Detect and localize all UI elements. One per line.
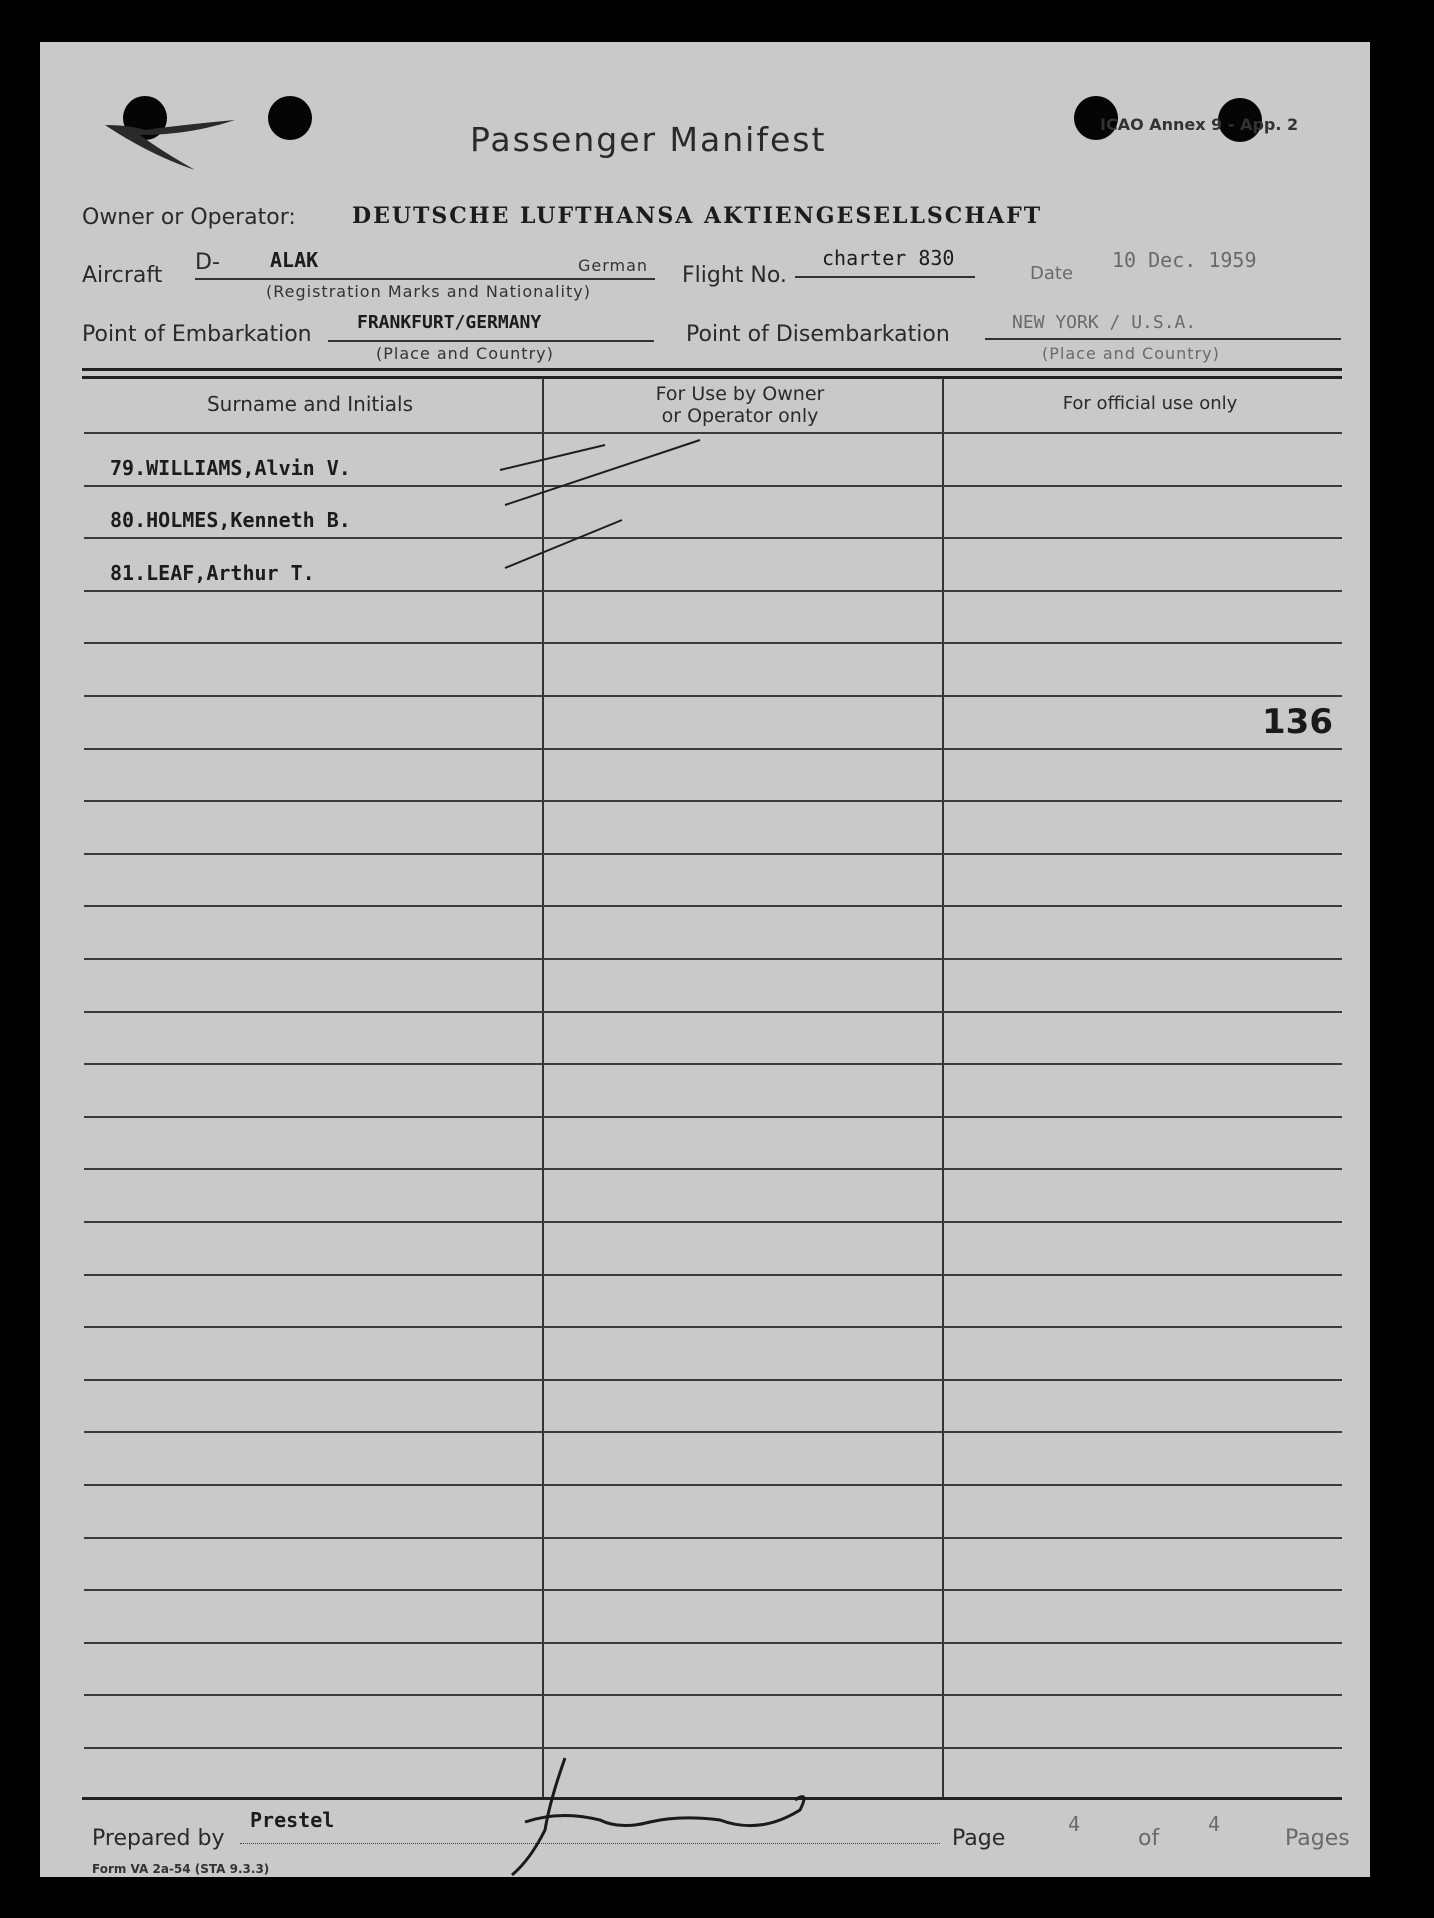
form-reference: ICAO Annex 9 - App. 2 xyxy=(1100,115,1299,134)
column-header-surname: Surname and Initials xyxy=(206,392,414,416)
prepared-by-label: Prepared by xyxy=(92,1826,225,1851)
disembarkation-label: Point of Disembarkation xyxy=(686,322,950,347)
passenger-row: 80.HOLMES,Kenneth B. xyxy=(110,508,351,532)
owner-use-line1: For Use by Owner xyxy=(655,383,825,405)
date-label: Date xyxy=(1030,263,1074,284)
total-pages: 4 xyxy=(1208,1812,1221,1836)
owner-value: DEUTSCHE LUFTHANSA AKTIENGESELLSCHAFT xyxy=(352,203,1043,229)
prepared-by-name: Prestel xyxy=(250,1808,335,1832)
date-value: 10 Dec. 1959 xyxy=(1112,248,1257,272)
embarkation-label: Point of Embarkation xyxy=(82,322,312,347)
owner-label: Owner or Operator: xyxy=(82,205,296,230)
aircraft-nationality: German xyxy=(578,256,649,275)
passenger-row: 79.WILLIAMS,Alvin V. xyxy=(110,456,351,480)
aircraft-label: Aircraft xyxy=(82,263,163,288)
aircraft-prefix: D- xyxy=(195,250,220,275)
aircraft-registration: ALAK xyxy=(270,248,319,272)
disembarkation-sublabel: (Place and Country) xyxy=(1042,344,1220,363)
aircraft-sublabel: (Registration Marks and Nationality) xyxy=(266,282,591,301)
page-label: Page xyxy=(952,1826,1006,1851)
owner-use-line2: or Operator only xyxy=(661,405,819,427)
embarkation-value: FRANKFURT/GERMANY xyxy=(357,312,542,333)
flight-label: Flight No. xyxy=(682,263,787,288)
of-label: of xyxy=(1138,1826,1160,1851)
embarkation-sublabel: (Place and Country) xyxy=(376,344,554,363)
pages-label: Pages xyxy=(1285,1826,1350,1851)
stamp-number: 136 xyxy=(1262,702,1333,742)
page-number: 4 xyxy=(1068,1812,1081,1836)
column-header-official: For official use only xyxy=(1062,393,1238,414)
form-id: Form VA 2a-54 (STA 9.3.3) xyxy=(92,1862,270,1876)
passenger-row: 81.LEAF,Arthur T. xyxy=(110,561,315,585)
page-title: Passenger Manifest xyxy=(470,120,827,159)
disembarkation-value: NEW YORK / U.S.A. xyxy=(1012,312,1197,333)
flight-value: charter 830 xyxy=(822,246,955,270)
